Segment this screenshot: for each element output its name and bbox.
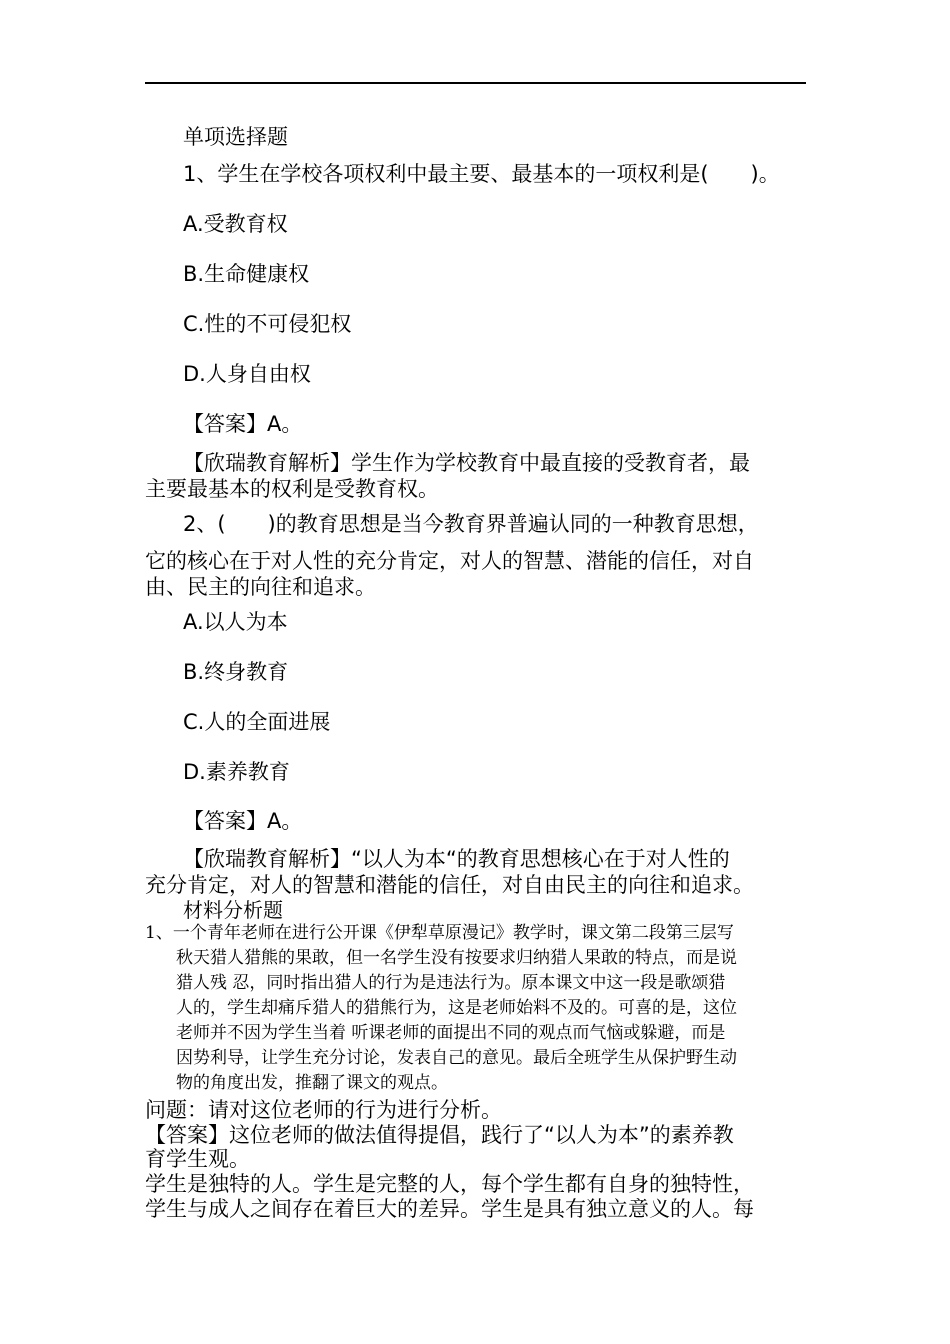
- q2-option-b: B.终身教育: [183, 660, 289, 684]
- header-rule: [145, 82, 806, 84]
- case-line-6: 因势利导，让学生充分讨论，发表自己的意见。最后全班学生从保护野生动: [176, 1048, 737, 1068]
- q2-analysis-line2: 充分肯定，对人的智慧和潜能的信任，对自由民主的向往和追求。: [145, 873, 754, 897]
- q1-stem: 1、学生在学校各项权利中最主要、最基本的一项权利是( )。: [183, 162, 780, 186]
- q2-option-d: D.素养教育: [183, 760, 290, 784]
- material-question: 问题：请对这位老师的行为进行分析。: [145, 1098, 502, 1122]
- q2-answer: 【答案】A。: [183, 809, 303, 833]
- q2-option-a: A.以人为本: [183, 610, 288, 634]
- q1-analysis-line1: 【欣瑞教育解析】学生作为学校教育中最直接的受教育者，最: [183, 451, 750, 475]
- case-line-3: 猎人残 忍，同时指出猎人的行为是违法行为。原本课文中这一段是歌颂猎: [176, 973, 726, 993]
- q1-option-c: C.性的不可侵犯权: [183, 312, 352, 336]
- material-body-line1: 学生是独特的人。学生是完整的人，每个学生都有自身的独特性，: [145, 1172, 754, 1196]
- case-line-5: 老师并不因为学生当着 听课老师的面提出不同的观点而气恼或躲避，而是: [176, 1023, 726, 1043]
- q1-answer: 【答案】A。: [183, 412, 303, 436]
- section-title-single-choice: 单项选择题: [183, 125, 288, 149]
- q2-stem-line2: 它的核心在于对人性的充分肯定，对人的智慧、潜能的信任，对自: [145, 549, 754, 573]
- material-answer-line2: 育学生观。: [145, 1147, 250, 1171]
- q1-option-a: A.受教育权: [183, 212, 288, 236]
- q2-stem-line3: 由、民主的向往和追求。: [145, 575, 376, 599]
- q2-stem-line1: 2、( )的教育思想是当今教育界普遍认同的一种教育思想，: [183, 512, 759, 536]
- q1-option-d: D.人身自由权: [183, 362, 311, 386]
- case-line-1: 1、一个青年老师在进行公开课《伊犁草原漫记》教学时，课文第二段第三层写: [145, 923, 734, 943]
- material-body-line2: 学生与成人之间存在着巨大的差异。学生是具有独立意义的人。每: [145, 1197, 754, 1221]
- q2-analysis-line1: 【欣瑞教育解析】“以人为本“的教育思想核心在于对人性的: [183, 847, 730, 871]
- q1-analysis-line2: 主要最基本的权利是受教育权。: [145, 477, 439, 501]
- q1-option-b: B.生命健康权: [183, 262, 310, 286]
- case-line-4: 人的，学生却痛斥猎人的猎熊行为，这是老师始料不及的。可喜的是，这位: [176, 998, 737, 1018]
- case-line-2: 秋天猎人猎熊的果敢，但一名学生没有按要求归纳猎人果敢的特点，而是说: [176, 948, 737, 968]
- case-line-7: 物的角度出发，推翻了课文的观点。: [176, 1073, 448, 1093]
- section-title-material: 材料分析题: [183, 898, 283, 922]
- material-answer-line1: 【答案】这位老师的做法值得提倡，践行了“以人为本”的素养教: [145, 1123, 734, 1147]
- q2-option-c: C.人的全面进展: [183, 710, 331, 734]
